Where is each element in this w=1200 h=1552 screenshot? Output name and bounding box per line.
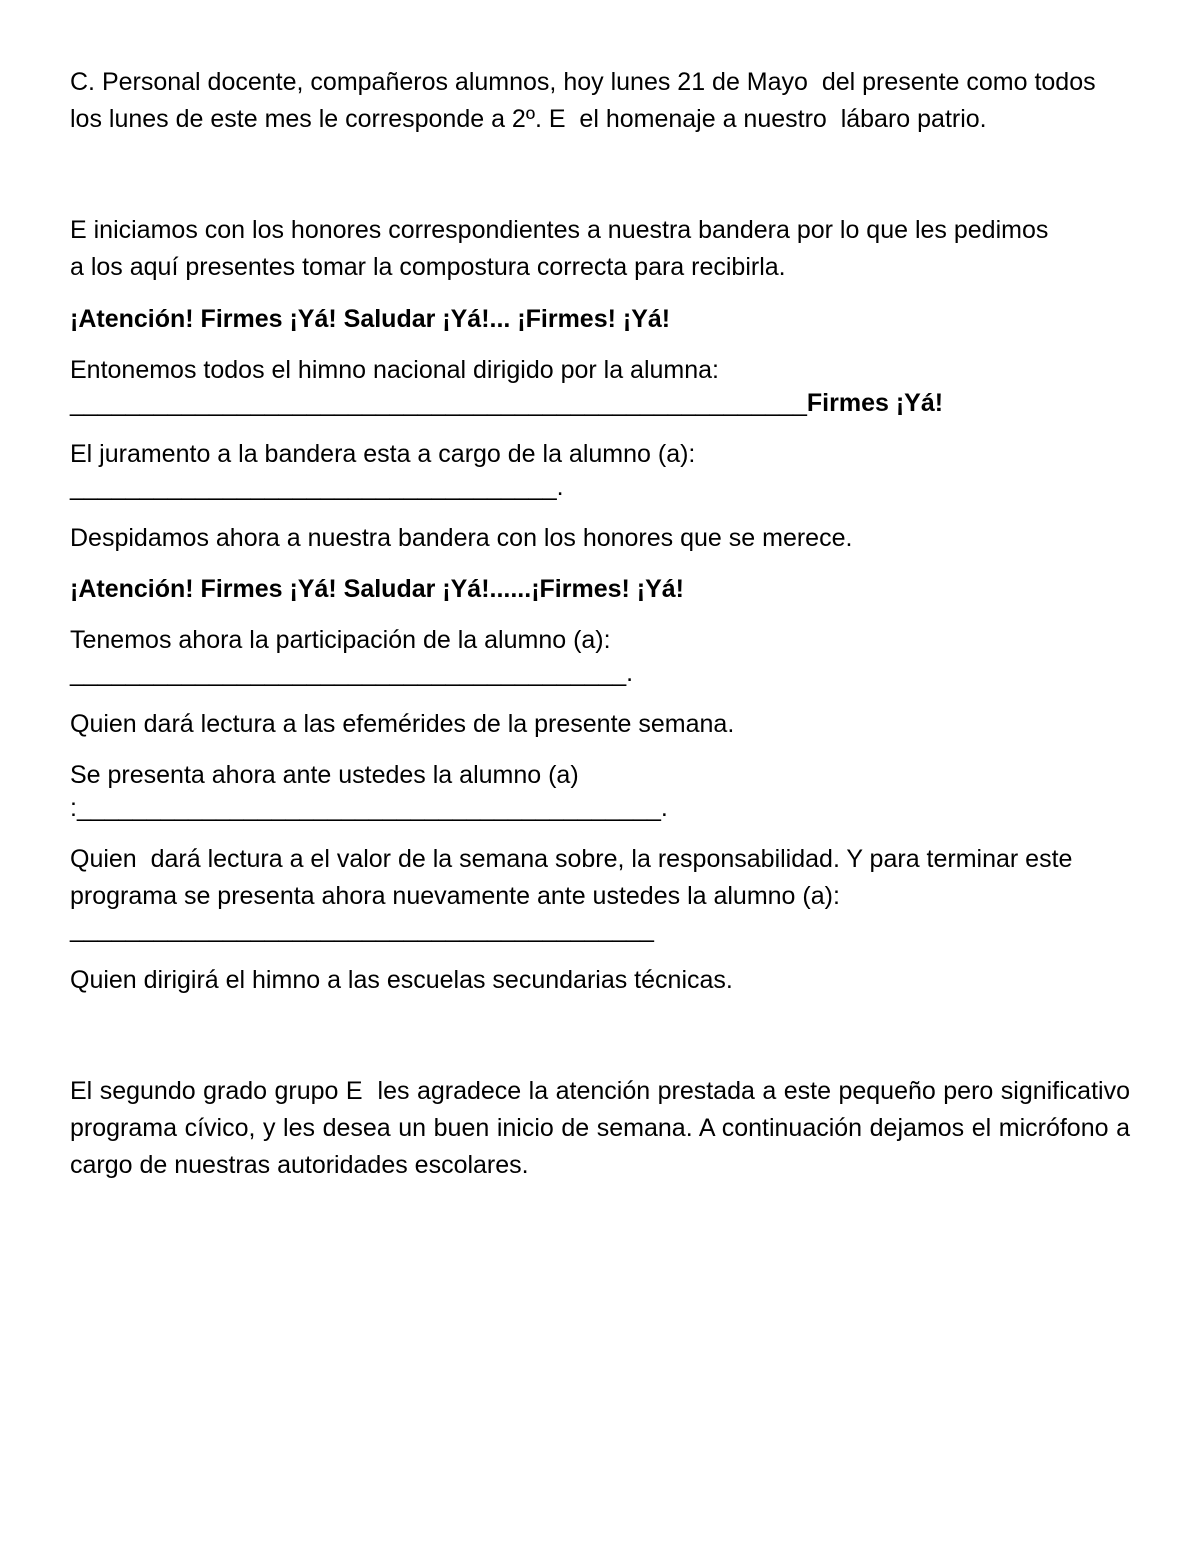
student-blank-line: :__________________________________________. xyxy=(70,794,668,822)
command-line-2: ¡Atención! Firmes ¡Yá! Saludar ¡Yá!......¡Firmes! ¡Yá! xyxy=(70,575,685,603)
anthem-intro: Entonemos todos el himno nacional dirigido por la alumna: xyxy=(70,356,719,384)
participation-blank-line: ________________________________________. xyxy=(70,659,634,687)
value-of-week-text: Quien dará lectura a el valor de la semana sobre, la responsabilidad. Y para terminar este programa se presenta ahora nuevamente ante ustedes la alumno (a): xyxy=(70,845,1080,910)
final-student-blank-line: __________________________________________ xyxy=(70,915,654,943)
oath-blank-line: ___________________________________. xyxy=(70,473,564,501)
farewell-flag: Despidamos ahora a nuestra bandera con los honores que se merece. xyxy=(70,524,853,552)
document-page xyxy=(70,64,1137,1184)
student-intro: Se presenta ahora ante ustedes la alumno (a) xyxy=(70,761,579,789)
flag-honors-intro: E iniciamos con los honores correspondientes a nuestra bandera por lo que les pedimos a los aquí presentes tomar la compostura correcta para recibirla. xyxy=(70,216,1056,281)
ephemerides-text: Quien dará lectura a las efemérides de la presente semana. xyxy=(70,710,735,738)
command-line-1: ¡Atención! Firmes ¡Yá! Saludar ¡Yá!... ¡Firmes! ¡Yá! xyxy=(70,305,671,333)
anthem-blank-row xyxy=(70,385,1130,422)
participation-intro: Tenemos ahora la participación de la alumno (a): xyxy=(70,626,611,654)
opening-paragraph: C. Personal docente, compañeros alumnos, hoy lunes 21 de Mayo del presente como todos los lunes de este mes le corresponde a 2º. E el homenaje a nuestro lábaro patrio. xyxy=(70,68,1103,133)
closing-paragraph: El segundo grado grupo E les agradece la atención prestada a este pequeño pero significativo programa cívico, y les desea un buen inicio de semana. A continuación dejamos el micrófono a cargo de nuestras autoridades escolares. xyxy=(70,1077,1137,1179)
school-anthem-text: Quien dirigirá el himno a las escuelas secundarias técnicas. xyxy=(70,966,733,994)
oath-intro: El juramento a la bandera esta a cargo de la alumno (a): xyxy=(70,440,696,468)
anthem-blank-line: _____________________________________________________ xyxy=(70,389,807,417)
anthem-firmes: Firmes ¡Yá! xyxy=(806,389,944,417)
